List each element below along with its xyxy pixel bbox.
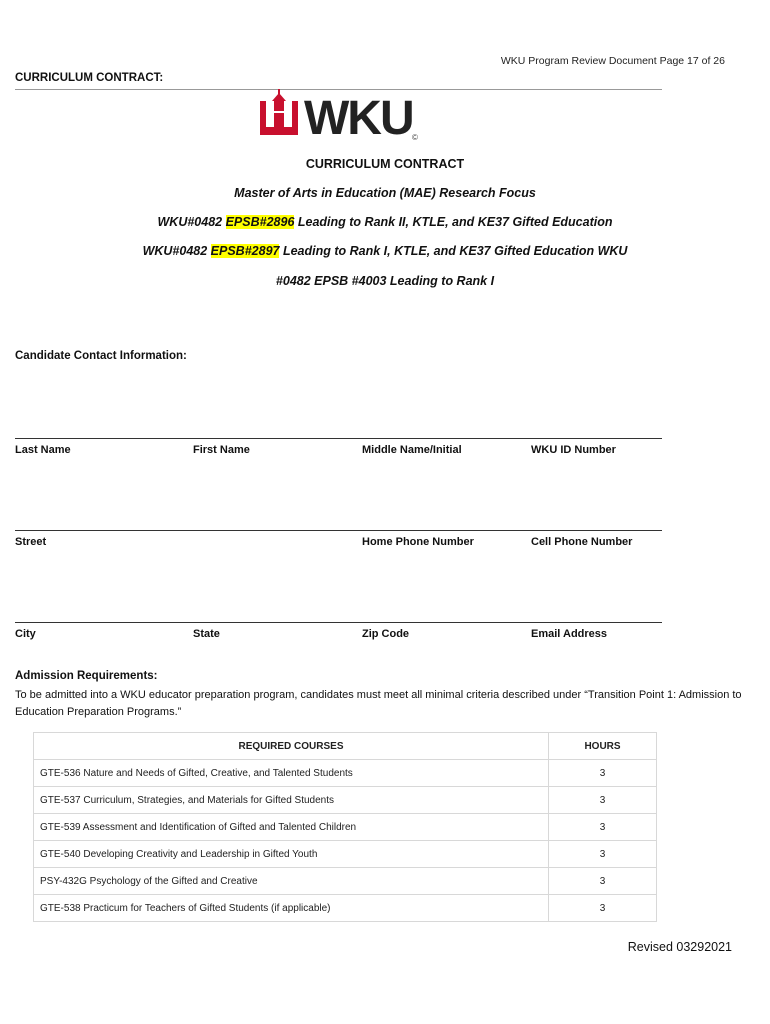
wku-logo [258, 87, 423, 142]
section-label: CURRICULUM CONTRACT: [15, 72, 164, 84]
course-name: PSY-432G Psychology of the Gifted and Creative [34, 868, 549, 895]
last-name-label: Last Name [15, 444, 71, 456]
table-row [34, 895, 657, 922]
first-name-label: First Name [193, 444, 250, 456]
table-row [34, 760, 657, 787]
table-row [34, 868, 657, 895]
course-name: GTE-536 Nature and Needs of Gifted, Creative, and Talented Students [34, 760, 549, 787]
wku-id-label: WKU ID Number [531, 444, 616, 456]
document-title: CURRICULUM CONTRACT [305, 157, 465, 171]
course-hours: 3 [549, 787, 657, 814]
contact-heading: Candidate Contact Information: [15, 350, 187, 362]
state-label: State [193, 628, 220, 640]
courses-header: REQUIRED COURSES [34, 733, 549, 760]
middle-name-label: Middle Name/Initial [362, 444, 462, 456]
cell-phone-label: Cell Phone Number [531, 536, 633, 548]
email-label: Email Address [531, 628, 608, 640]
contact-line-2[interactable] [15, 530, 662, 531]
course-hours: 3 [549, 895, 657, 922]
program-name: Master of Arts in Education (MAE) Research Focus [234, 186, 536, 200]
admission-heading: Admission Requirements: [15, 670, 158, 682]
page-header: WKU Program Review Document Page 17 of 26 [500, 55, 725, 67]
street-label: Street [15, 536, 47, 548]
program-line-rank-i: WKU#0482 EPSB#2897 Leading to Rank I, KTLE, and KE37 Gifted Education WKU [142, 244, 628, 258]
wku-cupola-icon [260, 89, 298, 135]
course-name: GTE-540 Developing Creativity and Leadership in Gifted Youth [34, 841, 549, 868]
course-hours: 3 [549, 841, 657, 868]
table-row [34, 787, 657, 814]
course-hours: 3 [549, 760, 657, 787]
table-header-row [34, 733, 657, 760]
table-row [34, 814, 657, 841]
epsb-2897-highlight: EPSB#2897 [210, 244, 280, 258]
home-phone-label: Home Phone Number [362, 536, 474, 548]
contact-line-3[interactable] [15, 622, 662, 623]
course-name: GTE-539 Assessment and Identification of Gifted and Talented Children [34, 814, 549, 841]
program-line-rank-ii: WKU#0482 EPSB#2896 Leading to Rank II, KTLE, and KE37 Gifted Education [157, 215, 613, 229]
course-hours: 3 [549, 814, 657, 841]
hours-header: HOURS [549, 733, 657, 760]
required-courses-table [33, 732, 657, 922]
course-name: GTE-538 Practicum for Teachers of Gifted Students (if applicable) [34, 895, 549, 922]
epsb-2896-highlight: EPSB#2896 [225, 215, 295, 229]
logo-wordmark: WKU [304, 92, 413, 142]
logo-mark: © [412, 133, 418, 142]
course-name: GTE-537 Curriculum, Strategies, and Materials for Gifted Students [34, 787, 549, 814]
course-hours: 3 [549, 868, 657, 895]
program-line-epsb-4003: #0482 EPSB #4003 Leading to Rank I [275, 274, 495, 288]
table-row [34, 841, 657, 868]
revision-date: Revised 03292021 [627, 940, 732, 954]
city-label: City [15, 628, 36, 640]
admission-text: To be admitted into a WKU educator preparation program, candidates must meet all minimal criteria described under “Transition Point 1: Admission to Education Preparation Programs.” [15, 689, 742, 718]
contact-line-1[interactable] [15, 438, 662, 439]
zip-code-label: Zip Code [362, 628, 410, 640]
